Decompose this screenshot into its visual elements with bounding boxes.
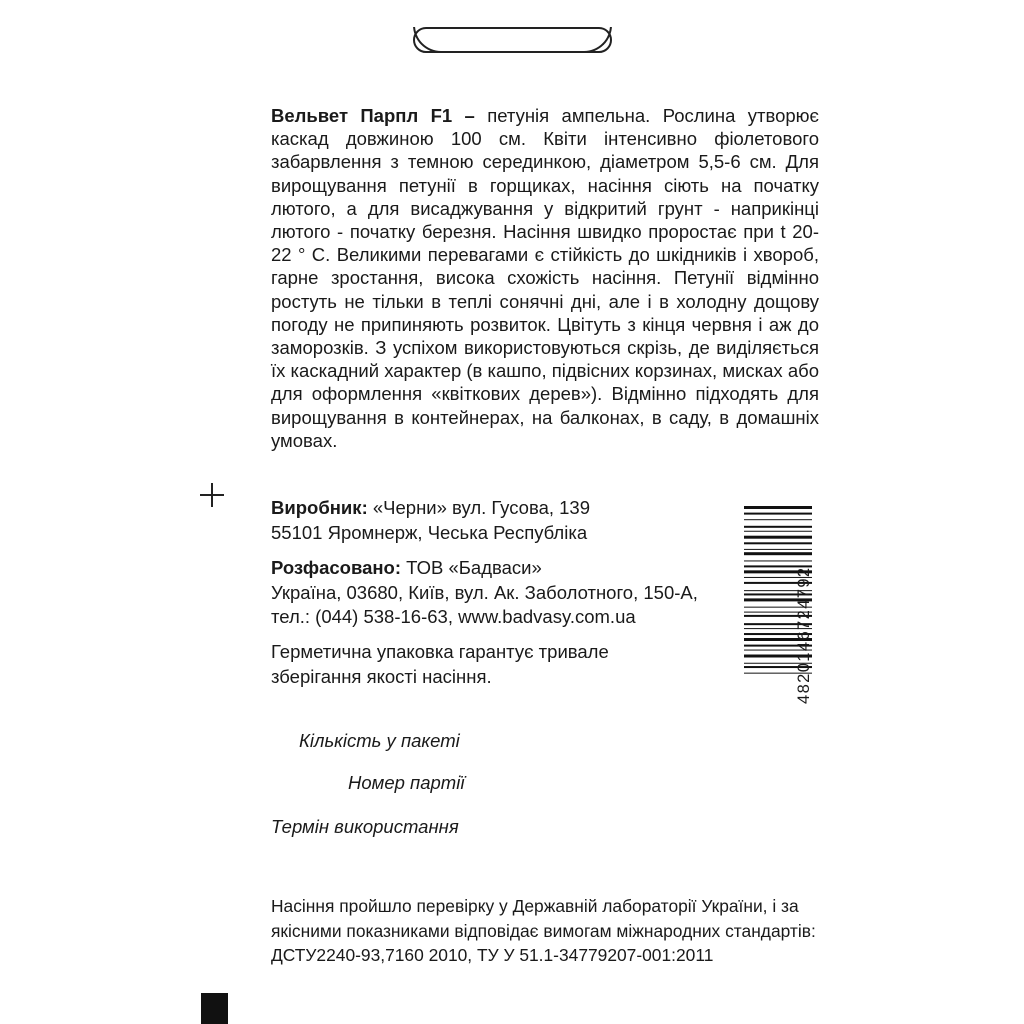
packer-line3: тел.: (044) 538-16-63, www.badvasy.com.ua [271,606,636,627]
packer-line2: Україна, 03680, Київ, вул. Ак. Заболотного, 150-А, [271,581,698,603]
barcode-bar [744,531,812,532]
packaging-note-line2: зберігання якості насіння. [271,665,492,687]
product-description [271,104,819,452]
packer-line1: ТОВ «Бадваси» [401,557,542,578]
barcode-digits: 4820146724792 [795,566,813,704]
manufacturer-line1: «Черни» вул. Гусова, 139 [367,497,591,518]
barcode-bar [744,549,812,550]
manufacturer-line2: 55101 Яромнерж, Чеська Республіка [271,521,588,543]
barcode-bar [744,526,812,528]
barcode-bar [744,560,812,561]
certification-line2: якісними показниками відповідає вимогам міжнародних стандартів: [271,920,816,941]
hang-hole-slot [413,27,612,53]
packaging-note [271,640,609,689]
barcode-bar [744,506,812,509]
description-text: петунія ампельна. Рослина утворює каскад довжиною 100 см. Квіти інтенсивно фіолетового забарвлення з темною серединкою, діаметром 5,5-6 см. Для вирощування петунії в горщиках, насіння сіють на початку лютого, а для висаджування у відкритий грунт - наприкінці лютого - початку березня. Насіння швидко проростає при t 20-22 ° С. Великими перевагами є стійкість до шкідників і хвороб, гарне зростання, висока схожість насіння. Петунії відмінно ростуть не тільки в теплі сонячні дні, але і в холодну дощову погоду не припиняють розвиток. Цвітуть з кінця червня і аж до заморозків. З успіхом використовуються скрізь, де виділяється їх каскадний характер (в кашпо, підвісних корзинах, мисках або для оформлення «квіткових дерев»). Відмінно підходять для вирощування в контейнерах, на балконах, в саду, в домашніх умовах. [271,105,819,451]
certification-line1: Насіння пройшло перевірку у Державній лабораторії України, і за [271,896,799,916]
barcode-bar [744,519,812,520]
manufacturer-block [271,496,590,545]
barcode-bar [744,552,812,555]
packaging-note-line1: Герметична упаковка гарантує тривале [271,641,609,662]
manufacturer-label: Виробник: [271,497,368,518]
registration-crosshair [200,483,224,507]
barcode-bar [744,536,812,539]
barcode-bar [744,542,812,544]
batch-number-field-label: Номер партії [348,772,465,793]
barcode-bar [744,513,812,515]
product-name: Вельвет Парпл F1 – [271,105,475,126]
certification-line3: ДСТУ2240-93,7160 2010, ТУ У 51.1-34779207-001:2011 [271,945,714,965]
expiry-field-label: Термін використання [271,816,459,837]
quantity-field-label: Кількість у пакеті [299,730,460,751]
certification-note [271,894,831,968]
packer-block [271,556,698,630]
packer-label: Розфасовано: [271,557,402,578]
print-registration-mark [201,993,228,1024]
